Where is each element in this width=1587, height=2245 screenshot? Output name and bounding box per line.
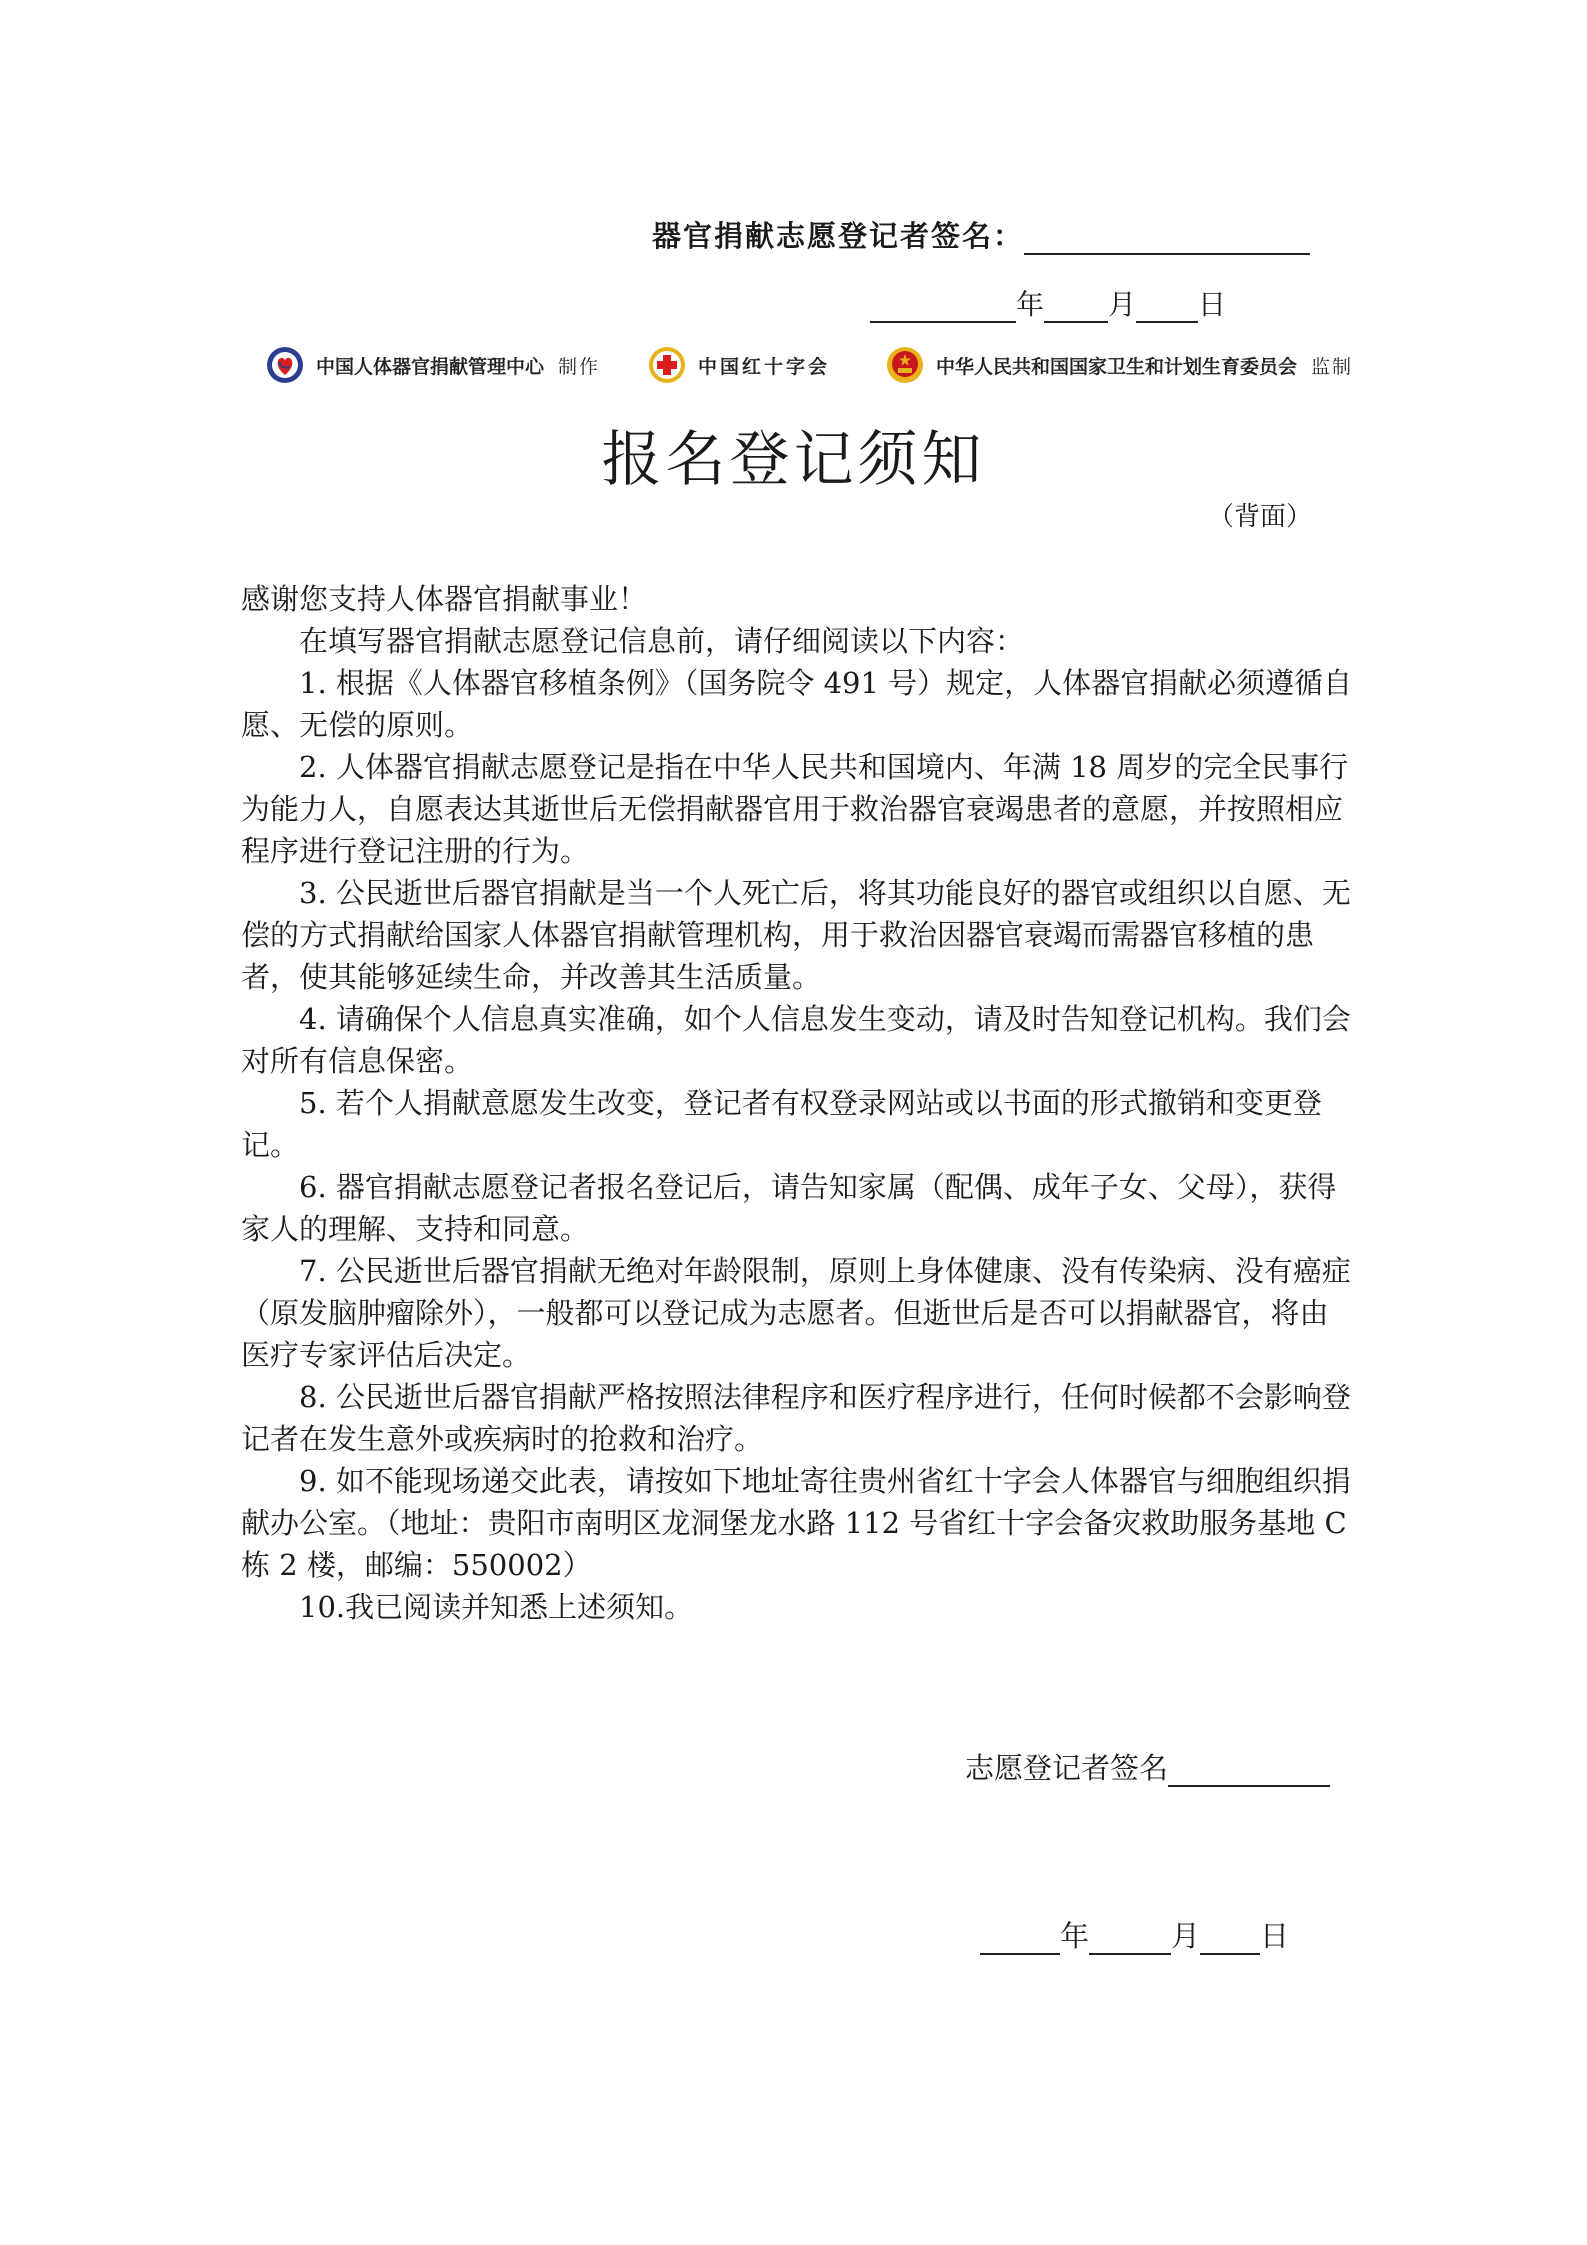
thanks-line: 感谢您支持人体器官捐献事业！	[241, 582, 648, 616]
notice-item: 4. 请确保个人信息真实准确，如个人信息发生变动，请及时告知登记机构。我们会对所有信息保密。	[241, 1002, 1351, 1078]
bottom-date-field	[980, 1914, 1289, 1955]
logo-row	[262, 345, 1392, 385]
bottom-date-month-label: 月	[1171, 1919, 1201, 1953]
national-emblem-logo-icon	[882, 345, 928, 385]
health-commission-role: 监制	[1311, 355, 1354, 378]
bottom-date-day-label: 日	[1260, 1919, 1290, 1953]
bottom-date-year-blank[interactable]	[980, 1919, 1060, 1955]
instruction-line: 在填写器官捐献志愿登记信息前，请仔细阅读以下内容：	[299, 624, 1025, 658]
notice-body	[241, 578, 1353, 1628]
organ-donation-center-name: 中国人体器官捐献管理中心	[316, 355, 545, 378]
notice-item: 6. 器官捐献志愿登记者报名登记后，请告知家属（配偶、成年子女、父母），获得家人的理解、支持和同意。	[241, 1170, 1337, 1246]
health-commission-name: 中华人民共和国国家卫生和计划生育委员会	[936, 355, 1298, 378]
red-cross-group	[644, 345, 830, 385]
top-date-day-label: 日	[1198, 288, 1227, 321]
notice-item: 3. 公民逝世后器官捐献是当一个人死亡后，将其功能良好的器官或组织以自愿、无偿的方式捐献给国家人体器官捐献管理机构，用于救治因器官衰竭而需器官移植的患者，使其能够延续生命，并改善其生活质量。	[241, 876, 1351, 994]
notice-item: 10.我已阅读并知悉上述须知。	[299, 1590, 694, 1624]
notice-item: 8. 公民逝世后器官捐献严格按照法律程序和医疗程序进行，任何时候都不会影响登记者在发生意外或疾病时的抢救和治疗。	[241, 1380, 1351, 1456]
top-date-day-blank[interactable]	[1136, 291, 1198, 323]
notice-item: 2. 人体器官捐献志愿登记是指在中华人民共和国境内、年满 18 周岁的完全民事行为能力人，自愿表达其逝世后无偿捐献器官用于救治器官衰竭患者的意愿，并按照相应程序进行登记注册的行为。	[241, 750, 1349, 868]
top-date-year-blank[interactable]	[870, 291, 1016, 323]
top-date-year-label: 年	[1016, 288, 1045, 321]
red-cross-name: 中国红十字会	[698, 355, 831, 378]
top-signature-field	[652, 214, 1310, 255]
bottom-date-month-blank[interactable]	[1089, 1919, 1171, 1955]
top-date-month-label: 月	[1108, 288, 1137, 321]
top-date-field	[870, 283, 1226, 323]
bottom-date-day-blank[interactable]	[1200, 1919, 1260, 1955]
organ-donation-center-role: 制作	[558, 355, 601, 378]
bottom-signature-label: 志愿登记者签名	[965, 1751, 1169, 1785]
bottom-date-year-label: 年	[1060, 1919, 1090, 1953]
top-signature-blank[interactable]	[1024, 219, 1310, 255]
top-date-month-blank[interactable]	[1044, 291, 1108, 323]
side-note: （背面）	[1208, 502, 1313, 532]
page-title: 报名登记须知	[601, 425, 986, 495]
health-commission-group	[882, 345, 1353, 385]
notice-item: 1. 根据《人体器官移植条例》（国务院令 491 号）规定，人体器官捐献必须遵循自愿、无偿的原则。	[241, 666, 1353, 742]
organ-donation-center-logo-icon	[262, 345, 308, 385]
bottom-signature-field	[965, 1746, 1330, 1787]
notice-item: 9. 如不能现场递交此表，请按如下地址寄往贵州省红十字会人体器官与细胞组织捐献办公室。（地址：贵阳市南明区龙洞堡龙水路 112 号省红十字会备灾救助服务基地 C 栋 2 楼，邮编：550002）	[241, 1464, 1351, 1582]
notice-item: 5. 若个人捐献意愿发生改变，登记者有权登录网站或以书面的形式撤销和变更登记。	[241, 1086, 1322, 1162]
top-signature-label: 器官捐献志愿登记者签名：	[652, 219, 1025, 253]
notice-item: 7. 公民逝世后器官捐献无绝对年龄限制，原则上身体健康、没有传染病、没有癌症（原发脑肿瘤除外），一般都可以登记成为志愿者。但逝世后是否可以捐献器官，将由医疗专家评估后决定。	[241, 1254, 1351, 1372]
bottom-signature-blank[interactable]	[1168, 1751, 1330, 1787]
red-cross-logo-icon	[644, 345, 690, 385]
organ-donation-center-group	[262, 345, 600, 385]
